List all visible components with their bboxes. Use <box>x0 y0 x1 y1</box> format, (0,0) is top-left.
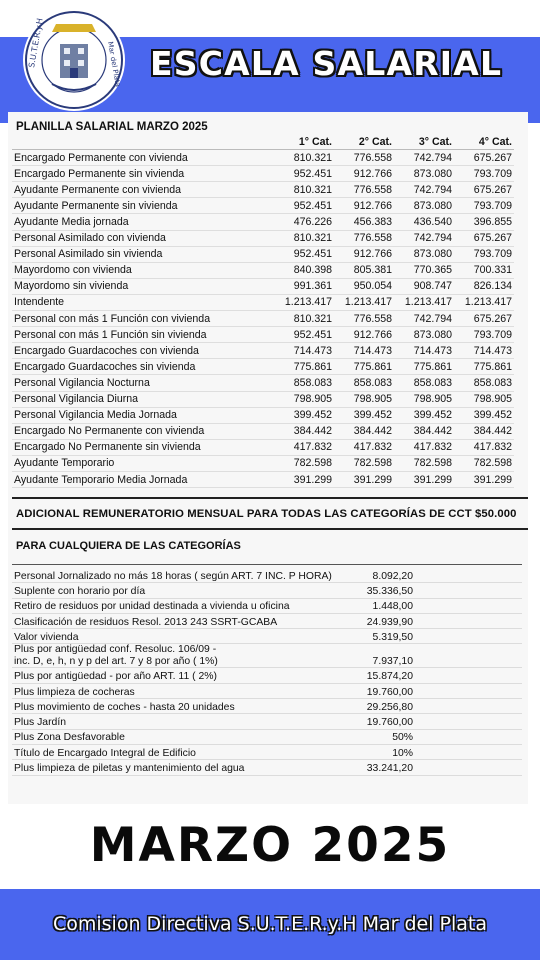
col-header-cat1: 1° Cat. <box>274 134 334 150</box>
cell-value-cat1: 810.321 <box>274 182 334 198</box>
cell-value-cat2: 798.905 <box>334 391 394 407</box>
cell-value-cat2: 776.558 <box>334 230 394 246</box>
cell-value-cat4: 384.442 <box>454 423 514 439</box>
cell-value-cat1: 391.299 <box>274 471 334 487</box>
cell-value-cat3: 1.213.417 <box>394 294 454 310</box>
table-row <box>12 439 514 455</box>
cell-value-cat2: 912.766 <box>334 166 394 182</box>
cell-value-cat2: 776.558 <box>334 311 394 327</box>
item-label: Clasificación de residuos Resol. 2013 243 SSRT-GCABA <box>12 613 351 628</box>
spacer-cell <box>417 598 522 613</box>
table-row <box>12 391 514 407</box>
row-label: Personal con más 1 Función sin vivienda <box>12 327 274 343</box>
table-row <box>12 150 514 166</box>
row-label: Personal Vigilancia Nocturna <box>12 375 274 391</box>
list-item <box>12 629 522 644</box>
cell-value-cat3: 873.080 <box>394 246 454 262</box>
cell-value-cat4: 793.709 <box>454 198 514 214</box>
item-value: 29.256,80 <box>351 699 417 714</box>
cell-value-cat2: 950.054 <box>334 278 394 294</box>
table-row <box>12 294 514 310</box>
table-row <box>12 471 514 487</box>
row-label: Encargado No Permanente con vivienda <box>12 423 274 439</box>
table-row <box>12 182 514 198</box>
cell-value-cat3: 770.365 <box>394 262 454 278</box>
table-row <box>12 230 514 246</box>
table-row <box>12 327 514 343</box>
salary-table-header <box>12 134 514 150</box>
cell-value-cat3: 384.442 <box>394 423 454 439</box>
cell-value-cat4: 1.213.417 <box>454 294 514 310</box>
item-value: 10% <box>351 744 417 759</box>
cell-value-cat3: 436.540 <box>394 214 454 230</box>
item-value: 7.937,10 <box>351 644 417 668</box>
item-value: 33.241,20 <box>351 760 417 775</box>
spacer-cell <box>417 583 522 598</box>
list-item <box>12 644 522 668</box>
cell-value-cat4: 793.709 <box>454 166 514 182</box>
cell-value-cat1: 952.451 <box>274 327 334 343</box>
spacer-cell <box>417 644 522 668</box>
row-label: Personal Vigilancia Diurna <box>12 391 274 407</box>
row-label: Personal Asimilado con vivienda <box>12 230 274 246</box>
col-header-cat3: 3° Cat. <box>394 134 454 150</box>
list-item <box>12 583 522 598</box>
list-item <box>12 598 522 613</box>
cell-value-cat1: 858.083 <box>274 375 334 391</box>
spacer-cell <box>417 613 522 628</box>
cell-value-cat3: 417.832 <box>394 439 454 455</box>
cell-value-cat4: 391.299 <box>454 471 514 487</box>
month-title: MARZO 2025 <box>89 818 451 873</box>
row-label: Encargado Guardacoches sin vivienda <box>12 359 274 375</box>
cell-value-cat4: 417.832 <box>454 439 514 455</box>
spacer-cell <box>417 699 522 714</box>
cell-value-cat2: 714.473 <box>334 343 394 359</box>
page-title: ESCALA SALARIAL <box>150 44 503 83</box>
row-label: Personal Vigilancia Media Jornada <box>12 407 274 423</box>
table-row <box>12 343 514 359</box>
spacer-cell <box>417 668 522 683</box>
row-label: Ayudante Permanente sin vivienda <box>12 198 274 214</box>
row-label: Ayudante Media jornada <box>12 214 274 230</box>
cell-value-cat1: 476.226 <box>274 214 334 230</box>
item-value: 19.760,00 <box>351 714 417 729</box>
item-label: Valor vivienda <box>12 629 351 644</box>
cell-value-cat2: 912.766 <box>334 246 394 262</box>
spacer-cell <box>417 744 522 759</box>
item-label: Título de Encargado Integral de Edificio <box>12 744 351 759</box>
col-header-cat2: 2° Cat. <box>334 134 394 150</box>
table-row <box>12 262 514 278</box>
list-item <box>12 683 522 698</box>
salary-table <box>12 134 514 488</box>
cell-value-cat2: 776.558 <box>334 182 394 198</box>
cell-value-cat1: 991.361 <box>274 278 334 294</box>
cell-value-cat1: 810.321 <box>274 311 334 327</box>
row-label: Ayudante Temporario Media Jornada <box>12 471 274 487</box>
cell-value-cat3: 742.794 <box>394 311 454 327</box>
cell-value-cat4: 714.473 <box>454 343 514 359</box>
cell-value-cat4: 775.861 <box>454 359 514 375</box>
cell-value-cat3: 742.794 <box>394 182 454 198</box>
item-value: 50% <box>351 729 417 744</box>
cell-value-cat1: 399.452 <box>274 407 334 423</box>
cell-value-cat4: 798.905 <box>454 391 514 407</box>
footer-text: Comision Directiva S.U.T.E.R.y.H Mar del Plata <box>52 913 488 935</box>
item-label: Plus por antigüedad conf. Resoluc. 106/09 - inc. D, e, h, n y p del art. 7 y 8 por año ( 1%) <box>12 644 351 668</box>
table-row <box>12 375 514 391</box>
cell-value-cat2: 912.766 <box>334 198 394 214</box>
cell-value-cat4: 675.267 <box>454 150 514 166</box>
divider <box>12 497 528 499</box>
row-label: Ayudante Temporario <box>12 455 274 471</box>
table-row <box>12 198 514 214</box>
item-label: Plus por antigüedad - por año ART. 11 ( 2%) <box>12 668 351 683</box>
cell-value-cat4: 793.709 <box>454 246 514 262</box>
item-value: 8.092,20 <box>351 568 417 583</box>
row-label: Encargado Permanente sin vivienda <box>12 166 274 182</box>
spacer-cell <box>417 683 522 698</box>
cell-value-cat2: 391.299 <box>334 471 394 487</box>
spacer-cell <box>417 568 522 583</box>
row-label: Encargado No Permanente sin vivienda <box>12 439 274 455</box>
extras-title: PARA CUALQUIERA DE LAS CATEGORÍAS <box>16 540 241 552</box>
cell-value-cat4: 826.134 <box>454 278 514 294</box>
cell-value-cat4: 675.267 <box>454 182 514 198</box>
cell-value-cat2: 858.083 <box>334 375 394 391</box>
cell-value-cat1: 810.321 <box>274 150 334 166</box>
cell-value-cat4: 396.855 <box>454 214 514 230</box>
cell-value-cat3: 742.794 <box>394 230 454 246</box>
list-item <box>12 744 522 759</box>
item-value: 24.939,90 <box>351 613 417 628</box>
cell-value-cat4: 793.709 <box>454 327 514 343</box>
cell-value-cat3: 775.861 <box>394 359 454 375</box>
cell-value-cat2: 775.861 <box>334 359 394 375</box>
cell-value-cat3: 742.794 <box>394 150 454 166</box>
cell-value-cat3: 399.452 <box>394 407 454 423</box>
cell-value-cat2: 456.383 <box>334 214 394 230</box>
extras-table <box>12 568 522 776</box>
row-label: Ayudante Permanente con vivienda <box>12 182 274 198</box>
list-item <box>12 729 522 744</box>
planilla-title: PLANILLA SALARIAL MARZO 2025 <box>16 121 208 133</box>
cell-value-cat2: 399.452 <box>334 407 394 423</box>
item-label: Plus Jardín <box>12 714 351 729</box>
row-label: Mayordomo con vivienda <box>12 262 274 278</box>
row-label: Encargado Guardacoches con vivienda <box>12 343 274 359</box>
item-label: Plus Zona Desfavorable <box>12 729 351 744</box>
row-label: Encargado Permanente con vivienda <box>12 150 274 166</box>
table-row <box>12 278 514 294</box>
row-label: Personal Asimilado sin vivienda <box>12 246 274 262</box>
cell-value-cat1: 798.905 <box>274 391 334 407</box>
cell-value-cat1: 952.451 <box>274 246 334 262</box>
item-value: 19.760,00 <box>351 683 417 698</box>
cell-value-cat3: 873.080 <box>394 327 454 343</box>
svg-text:S.U.T.E.R.y.H: S.U.T.E.R.y.H <box>27 17 45 69</box>
spacer-cell <box>417 729 522 744</box>
table-row <box>12 166 514 182</box>
cell-value-cat1: 952.451 <box>274 166 334 182</box>
spacer-cell <box>417 714 522 729</box>
cell-value-cat3: 714.473 <box>394 343 454 359</box>
list-item <box>12 668 522 683</box>
cell-value-cat2: 782.598 <box>334 455 394 471</box>
item-value: 15.874,20 <box>351 668 417 683</box>
list-item <box>12 760 522 775</box>
cell-value-cat1: 775.861 <box>274 359 334 375</box>
cell-value-cat1: 840.398 <box>274 262 334 278</box>
cell-value-cat1: 714.473 <box>274 343 334 359</box>
cell-value-cat2: 776.558 <box>334 150 394 166</box>
cell-value-cat2: 805.381 <box>334 262 394 278</box>
cell-value-cat4: 782.598 <box>454 455 514 471</box>
list-item <box>12 613 522 628</box>
row-label: Intendente <box>12 294 274 310</box>
cell-value-cat2: 912.766 <box>334 327 394 343</box>
col-header-cat4: 4° Cat. <box>454 134 514 150</box>
row-label: Mayordomo sin vivienda <box>12 278 274 294</box>
header-empty <box>12 134 274 150</box>
list-item <box>12 699 522 714</box>
item-label: Retiro de residuos por unidad destinada a vivienda u oficina <box>12 598 351 613</box>
table-row <box>12 214 514 230</box>
table-row <box>12 246 514 262</box>
cell-value-cat1: 384.442 <box>274 423 334 439</box>
item-value: 35.336,50 <box>351 583 417 598</box>
cell-value-cat2: 417.832 <box>334 439 394 455</box>
cell-value-cat4: 858.083 <box>454 375 514 391</box>
cell-value-cat1: 952.451 <box>274 198 334 214</box>
list-item <box>12 714 522 729</box>
item-label: Suplente con horario por día <box>12 583 351 598</box>
cell-value-cat3: 873.080 <box>394 198 454 214</box>
cell-value-cat3: 798.905 <box>394 391 454 407</box>
item-label: Plus movimiento de coches - hasta 20 unidades <box>12 699 351 714</box>
cell-value-cat4: 399.452 <box>454 407 514 423</box>
cell-value-cat3: 858.083 <box>394 375 454 391</box>
svg-text:Mar del Plata: Mar del Plata <box>106 40 122 88</box>
union-logo <box>22 8 126 112</box>
cell-value-cat2: 384.442 <box>334 423 394 439</box>
list-item <box>12 568 522 583</box>
table-row <box>12 311 514 327</box>
table-row <box>12 407 514 423</box>
cell-value-cat1: 782.598 <box>274 455 334 471</box>
cell-value-cat2: 1.213.417 <box>334 294 394 310</box>
cell-value-cat4: 675.267 <box>454 230 514 246</box>
item-label: Personal Jornalizado no más 18 horas ( según ART. 7 INC. P HORA) <box>12 568 351 583</box>
divider <box>12 564 522 565</box>
spacer-cell <box>417 629 522 644</box>
cell-value-cat3: 908.747 <box>394 278 454 294</box>
row-label: Personal con más 1 Función con vivienda <box>12 311 274 327</box>
item-label: Plus limpieza de cocheras <box>12 683 351 698</box>
item-value: 5.319,50 <box>351 629 417 644</box>
item-value: 1.448,00 <box>351 598 417 613</box>
cell-value-cat3: 873.080 <box>394 166 454 182</box>
adicional-note: ADICIONAL REMUNERATORIO MENSUAL PARA TODAS LAS CATEGORÍAS DE CCT $50.000 <box>16 508 517 520</box>
spacer-cell <box>417 760 522 775</box>
cell-value-cat3: 391.299 <box>394 471 454 487</box>
cell-value-cat3: 782.598 <box>394 455 454 471</box>
table-row <box>12 359 514 375</box>
cell-value-cat4: 700.331 <box>454 262 514 278</box>
item-label: Plus limpieza de piletas y mantenimiento del agua <box>12 760 351 775</box>
cell-value-cat1: 810.321 <box>274 230 334 246</box>
cell-value-cat1: 1.213.417 <box>274 294 334 310</box>
divider <box>12 528 528 530</box>
table-row <box>12 455 514 471</box>
cell-value-cat1: 417.832 <box>274 439 334 455</box>
table-row <box>12 423 514 439</box>
cell-value-cat4: 675.267 <box>454 311 514 327</box>
